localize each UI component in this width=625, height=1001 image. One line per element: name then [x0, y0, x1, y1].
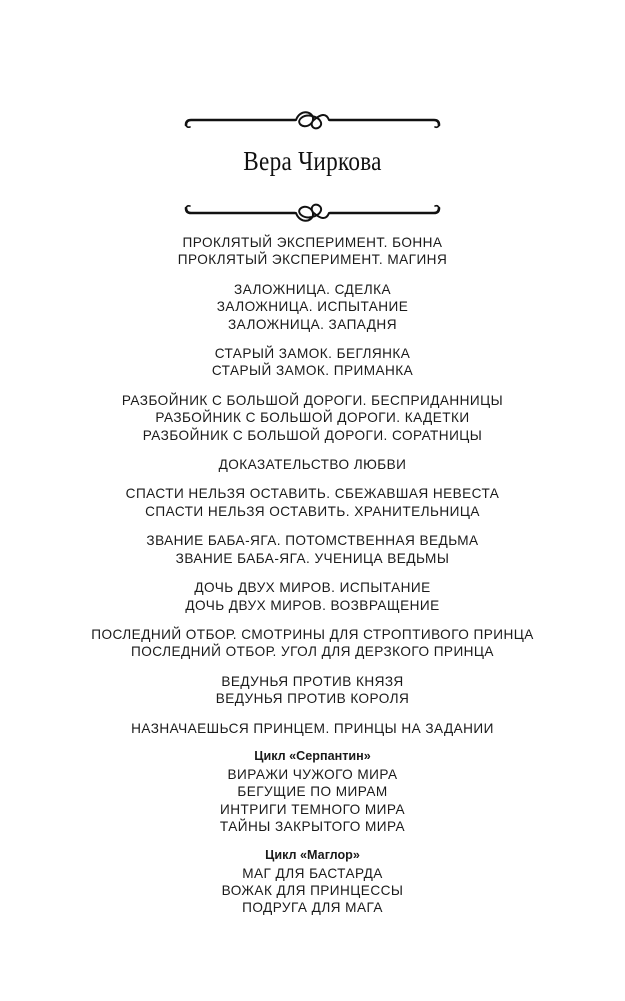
top-ornament-divider — [0, 107, 625, 137]
series-group — [0, 234, 625, 269]
book-title: РАЗБОЙНИК С БОЛЬШОЙ ДОРОГИ. КАДЕТКИ — [155, 410, 470, 426]
book-title: ЗВАНИЕ БАБА-ЯГА. ПОТОМСТВЕННАЯ ВЕДЬМА — [146, 533, 479, 549]
cycle-serpantin — [0, 747, 625, 836]
book-title: МАГ ДЛЯ БАСТАРДА — [242, 865, 383, 881]
book-title: ДОКАЗАТЕЛЬСТВО ЛЮБВИ — [218, 457, 407, 473]
series-group — [0, 392, 625, 444]
book-title: ПРОКЛЯТЫЙ ЭКСПЕРИМЕНТ. БОННА — [182, 235, 443, 250]
book-title: РАЗБОЙНИК С БОЛЬШОЙ ДОРОГИ. БЕСПРИДАННИЦЫ — [121, 392, 504, 408]
bottom-ornament-divider — [0, 196, 625, 226]
book-title: ЗАЛОЖНИЦА. СДЕЛКА — [234, 281, 391, 297]
series-group — [0, 579, 625, 614]
book-title: СПАСТИ НЕЛЬЗЯ ОСТАВИТЬ. СБЕЖАВШАЯ НЕВЕСТА — [125, 486, 500, 502]
book-title: ВИРАЖИ ЧУЖОГО МИРА — [227, 766, 398, 782]
series-group — [0, 456, 625, 473]
book-title: ПОСЛЕДНИЙ ОТБОР. СМОТРИНЫ ДЛЯ СТРОПТИВОГО ПРИНЦА — [91, 626, 534, 642]
book-title: ЗАЛОЖНИЦА. ИСПЫТАНИЕ — [216, 299, 409, 315]
book-title: НАЗНАЧАЕШЬСЯ ПРИНЦЕМ. ПРИНЦЫ НА ЗАДАНИИ — [131, 720, 494, 736]
book-title: БЕГУЩИЕ ПО МИРАМ — [237, 784, 388, 800]
series-group — [0, 281, 625, 333]
book-title: ДОЧЬ ДВУХ МИРОВ. ИСПЫТАНИЕ — [194, 580, 431, 596]
bibliography-list — [0, 234, 625, 927]
series-group — [0, 485, 625, 520]
book-title: СПАСТИ НЕЛЬЗЯ ОСТАВИТЬ. ХРАНИТЕЛЬНИЦА — [145, 503, 480, 519]
book-title: ВЕДУНЬЯ ПРОТИВ КОРОЛЯ — [215, 691, 410, 707]
book-title: ЗВАНИЕ БАБА-ЯГА. УЧЕНИЦА ВЕДЬМЫ — [175, 550, 450, 566]
cycle-maglor — [0, 846, 625, 917]
book-title: ИНТРИГИ ТЕМНОГО МИРА — [220, 801, 405, 817]
series-group — [0, 673, 625, 708]
series-group — [0, 532, 625, 567]
series-group — [0, 345, 625, 380]
author-name: Вера Чиркова — [243, 146, 382, 176]
series-group — [0, 720, 625, 737]
book-title: ДОЧЬ ДВУХ МИРОВ. ВОЗВРАЩЕНИЕ — [185, 597, 440, 613]
cycle-heading: Цикл «Маглор» — [265, 847, 360, 862]
book-title: ЗАЛОЖНИЦА. ЗАПАДНЯ — [228, 316, 397, 332]
book-title: ПОДРУГА ДЛЯ МАГА — [242, 900, 383, 916]
book-title: ТАЙНЫ ЗАКРЫТОГО МИРА — [219, 819, 406, 835]
book-title: ПРОКЛЯТЫЙ ЭКСПЕРИМЕНТ. МАГИНЯ — [177, 252, 448, 268]
book-title: РАЗБОЙНИК С БОЛЬШОЙ ДОРОГИ. СОРАТНИЦЫ — [142, 427, 483, 443]
book-title: СТАРЫЙ ЗАМОК. БЕГЛЯНКА — [214, 346, 411, 362]
book-title: ВОЖАК ДЛЯ ПРИНЦЕССЫ — [221, 882, 404, 898]
book-title: ВЕДУНЬЯ ПРОТИВ КНЯЗЯ — [221, 673, 404, 689]
book-title: СТАРЫЙ ЗАМОК. ПРИМАНКА — [211, 363, 414, 379]
cycle-heading: Цикл «Серпантин» — [254, 748, 371, 763]
book-title: ПОСЛЕДНИЙ ОТБОР. УГОЛ ДЛЯ ДЕРЗКОГО ПРИНЦА — [131, 644, 494, 660]
series-group — [0, 626, 625, 661]
